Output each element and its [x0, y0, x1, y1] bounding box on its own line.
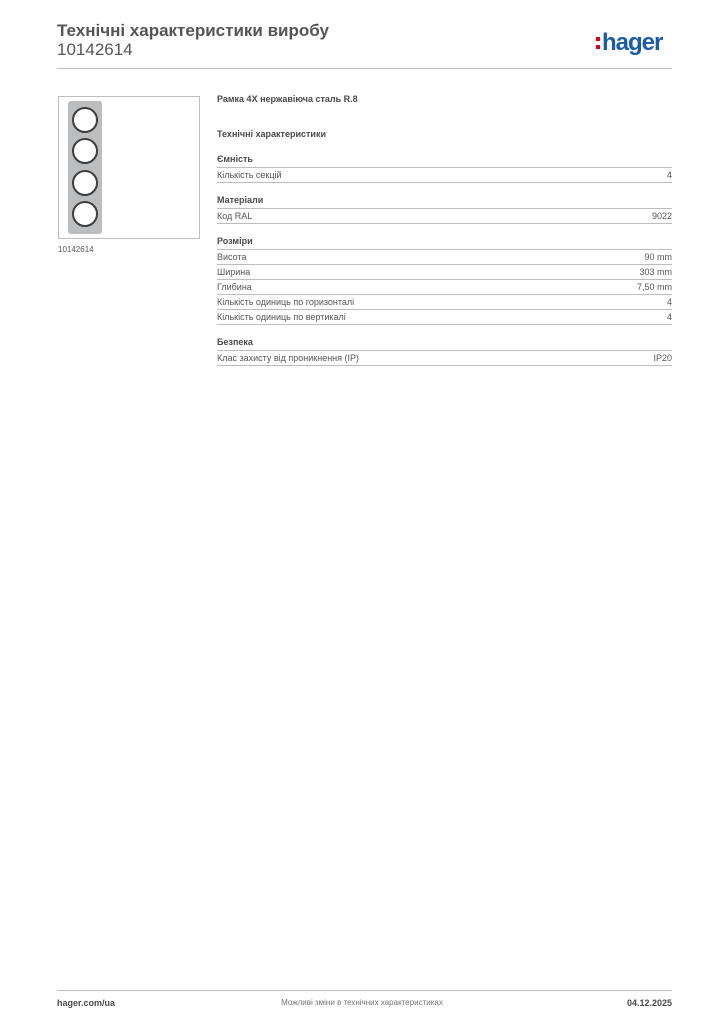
spec-label: Висота [217, 252, 247, 262]
hager-logo [596, 29, 662, 57]
product-code: 10142614 [57, 40, 133, 59]
spec-value: 303 mm [639, 267, 672, 277]
image-caption: 10142614 [58, 245, 94, 254]
socket-ring-icon [72, 138, 98, 164]
spec-value: 4 [666, 312, 672, 322]
spec-label: Клас захисту від проникнення (IP) [217, 353, 360, 363]
spec-section-dimensions [217, 236, 672, 325]
spec-row [217, 351, 672, 366]
logo-text: hager [602, 29, 663, 56]
section-title: Матеріали [217, 195, 672, 209]
spec-section-safety [217, 337, 672, 366]
socket-ring-icon [72, 201, 98, 227]
spec-heading: Технічні характеристики [217, 129, 326, 139]
spec-row [217, 250, 672, 265]
spec-label: Кількість одиниць по вертикалі [217, 312, 346, 322]
spec-row [217, 209, 672, 224]
spec-row [217, 295, 672, 310]
spec-label: Кількість одиниць по горизонталі [217, 297, 355, 307]
spec-label: Ширина [217, 267, 251, 277]
socket-ring-icon [72, 107, 98, 133]
footer-divider [57, 990, 672, 991]
spec-value: 4 [666, 297, 672, 307]
header-divider [57, 68, 672, 69]
spec-value: 4 [666, 170, 672, 180]
spec-row [217, 265, 672, 280]
spec-row [217, 280, 672, 295]
section-title: Розміри [217, 236, 672, 250]
spec-section-capacity [217, 154, 672, 183]
spec-value: 7,50 mm [636, 282, 672, 292]
product-image [58, 96, 200, 239]
footer-notice: Можливі зміни в технічних характеристиках [281, 998, 443, 1007]
footer-website-link[interactable]: hager.com/ua [57, 998, 116, 1008]
section-title: Безпека [217, 337, 672, 351]
spec-label: Глибина [217, 282, 252, 292]
page-title: Технічні характеристики виробу [57, 21, 329, 40]
spec-label: Кількість секцій [217, 170, 282, 180]
spec-label: Код RAL [217, 211, 253, 221]
logo-colon-icon [596, 37, 600, 49]
frame-4x-icon [68, 101, 102, 234]
spec-value: 90 mm [644, 252, 672, 262]
spec-content [217, 94, 672, 378]
spec-section-materials [217, 195, 672, 224]
spec-value: IP20 [653, 353, 672, 363]
spec-row [217, 168, 672, 183]
footer-date: 04.12.2025 [626, 998, 672, 1008]
socket-ring-icon [72, 170, 98, 196]
spec-value: 9022 [651, 211, 672, 221]
section-title: Ємність [217, 154, 672, 168]
product-name: Рамка 4X нержавіюча сталь R.8 [217, 94, 358, 104]
spec-row [217, 310, 672, 325]
